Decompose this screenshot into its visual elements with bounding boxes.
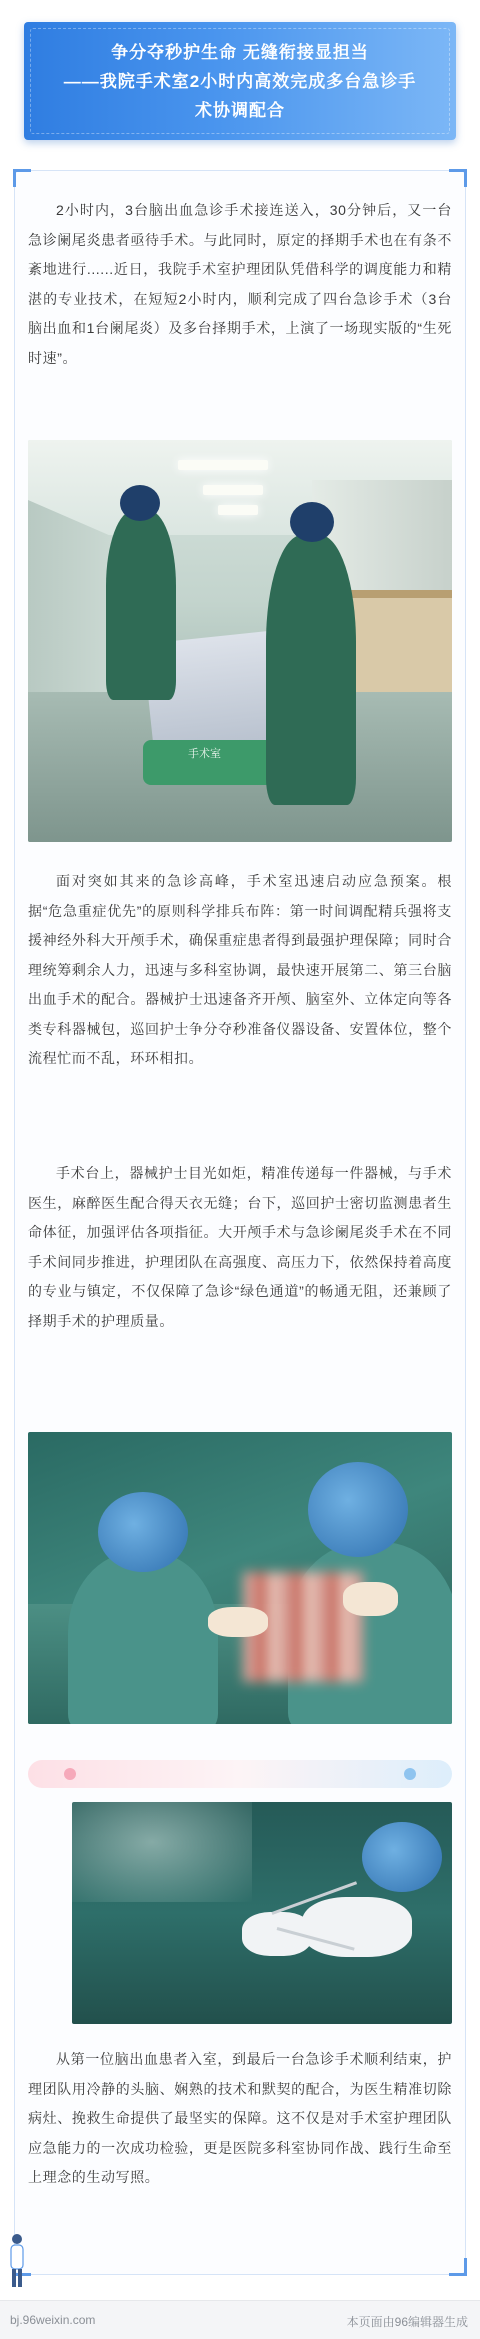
divider-dot-icon	[404, 1768, 416, 1780]
frame-corner-top-left	[13, 169, 31, 187]
footer-generator-note: 本页面由96编辑器生成	[346, 2315, 468, 2329]
doctor-figure-icon	[6, 2232, 28, 2292]
article-paragraph-3: 手术台上，器械护士目光如炬，精准传递每一件器械，与手术医生，麻醉医生配合得天衣无缝；台下，巡回护士密切监测患者生命体征，加强评估各项指征。大开颅手术与急诊阑尾炎手术在不同手术间同步推进，护理团队在高强度、高压力下，依然保持着高度的专业与镇定，不仅保障了急诊“绿色通道”的畅通无阻，还兼顾了择期手术的护理质量。	[28, 1165, 452, 1329]
photo-corridor-transport	[28, 440, 452, 842]
photo-surgery-team	[28, 1432, 452, 1724]
article-paragraph-1: 2小时内，3台脑出血急诊手术接连送入，30分钟后，又一台急诊阑尾炎患者亟待手术。与此同时，原定的择期手术也在有条不紊地进行......近日，我院手术室护理团队凭借科学的调度能力和精湛的专业技术，在短短2小时内，顺利完成了四台急诊手术（3台脑出血和1台阑尾炎）及多台择期手术，上演了一场现实版的“生死时速”。	[28, 202, 452, 366]
article-paragraph-4: 从第一位脑出血患者入室，到最后一台急诊手术顺利结束，护理团队用冷静的头脑、娴熟的技术和默契的配合，为医生精准切除病灶、挽救生命提供了最坚实的保障。这不仅是对手术室护理团队应急能力的一次成功检验，更是医院多科室协同作战、践行生命至上理念的生动写照。	[28, 2051, 452, 2185]
page-footer	[0, 2300, 480, 2339]
bed-label: 手术室	[188, 748, 221, 760]
article-paragraph-2: 面对突如其来的急诊高峰，手术室迅速启动应急预案。根据“危急重症优先”的原则科学排兵布阵：第一时间调配精兵强将支援神经外科大开颅手术，确保重症患者得到最强护理保障；同时合理统筹剩余人力，迅速与多科室协调，最快速开展第二、第三台脑出血手术的配合。器械护士迅速备齐开颅、脑室外、立体定向等各类专科器械包，巡回护士争分夺秒准备仪器设备、安置体位，整个流程忙而不乱，环环相扣。	[28, 873, 452, 1066]
page-title-line-3: 术协调配合	[195, 100, 285, 120]
page-title-line-1: 争分夺秒护生命 无缝衔接显担当	[111, 42, 369, 62]
footer-source-link[interactable]: bj.96weixin.com	[10, 2313, 96, 2327]
decorative-divider-band	[28, 1760, 452, 1788]
page-title-line-2: ——我院手术室2小时内高效完成多台急诊手	[63, 71, 417, 91]
title-banner	[24, 22, 456, 140]
frame-corner-top-right	[449, 169, 467, 187]
divider-dot-icon	[64, 1768, 76, 1780]
photo-surgical-instruments	[72, 1802, 452, 2024]
frame-corner-bottom-right	[449, 2258, 467, 2276]
